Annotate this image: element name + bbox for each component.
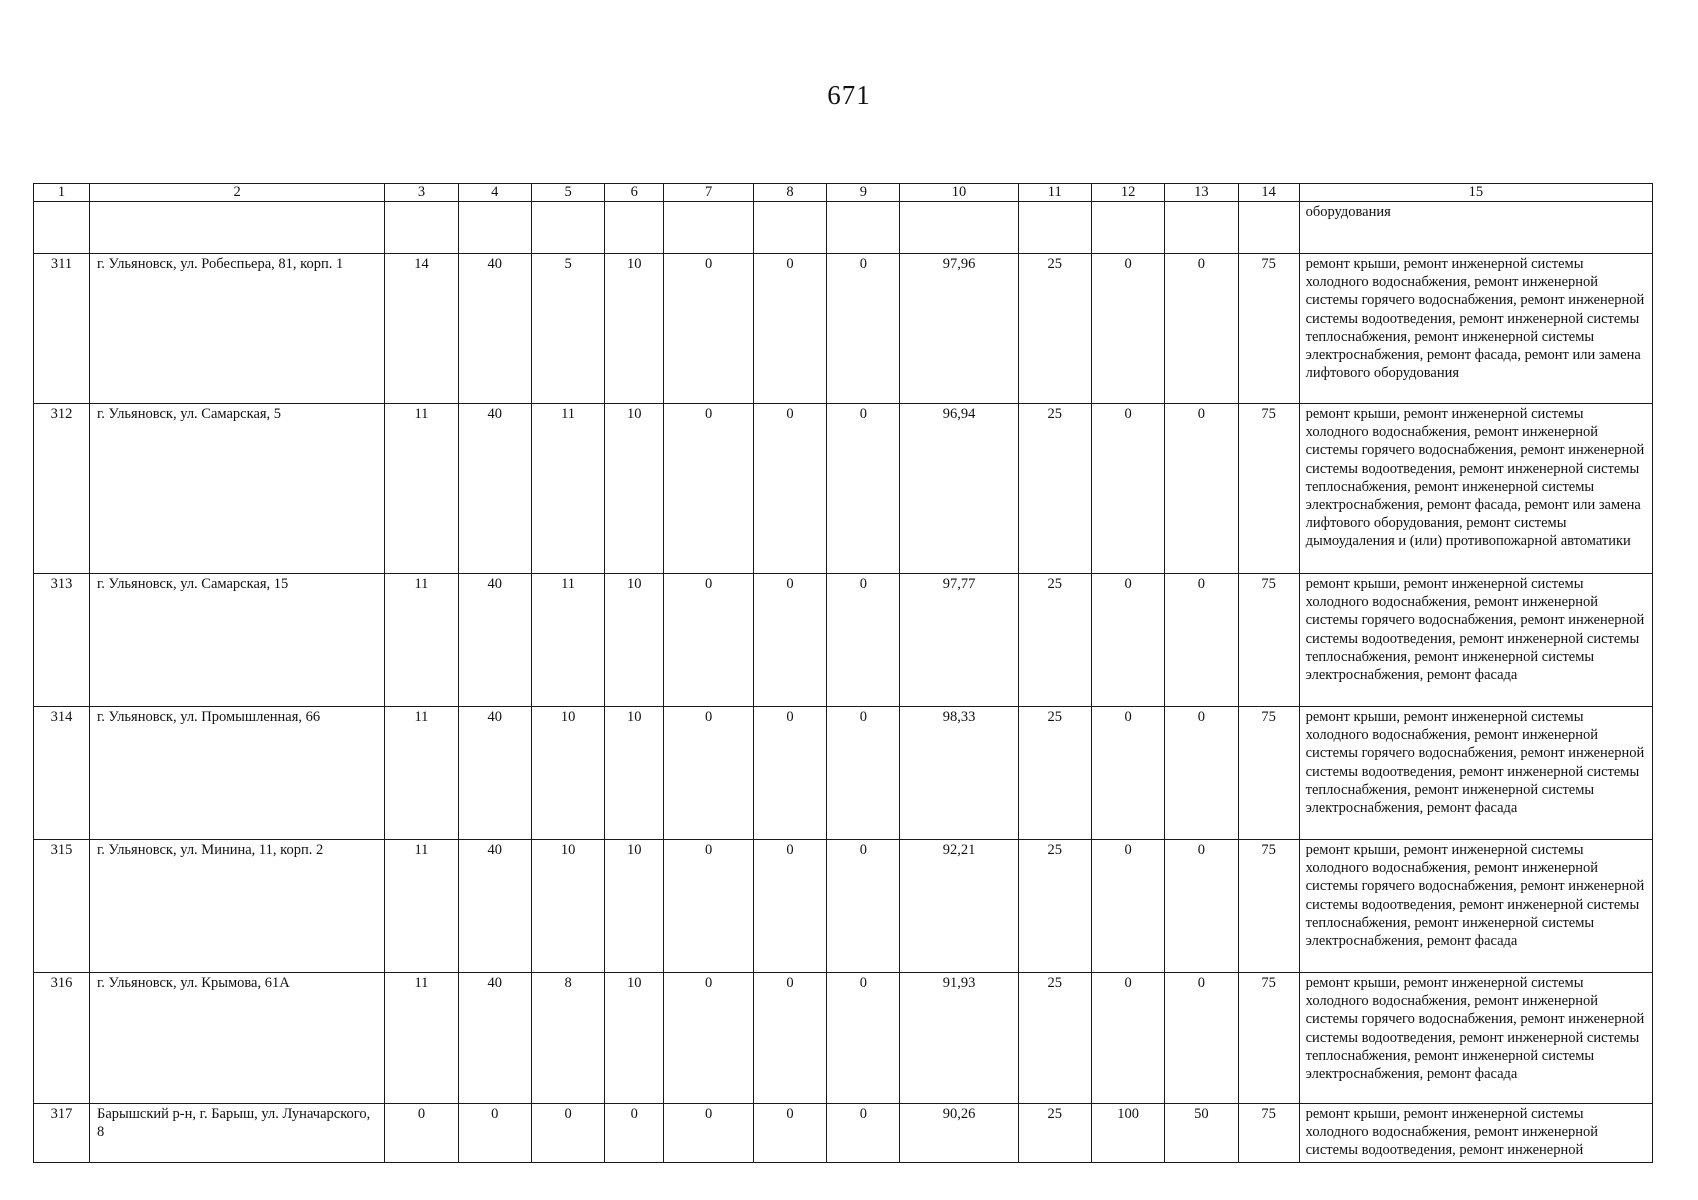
repair-work-cell: ремонт крыши, ремонт инженерной системы холодного водоснабжения, ремонт инженерной системы водоотведения, ремонт инженерной xyxy=(1299,1104,1652,1163)
repair-work-cell: ремонт крыши, ремонт инженерной системы холодного водоснабжения, ремонт инженерной системы горячего водоснабжения, ремонт инженерной системы водоотведения, ремонт инженерной системы теплоснабжения, ремонт инженерной системы электроснабжения, ремонт фасада xyxy=(1299,973,1652,1104)
value-cell: 0 xyxy=(664,404,754,574)
column-header: 6 xyxy=(605,184,664,202)
value-cell: 5 xyxy=(531,254,604,404)
table-cell xyxy=(827,202,900,254)
value-cell: 0 xyxy=(1165,254,1238,404)
value-cell: 0 xyxy=(1165,404,1238,574)
value-cell: 0 xyxy=(385,1104,458,1163)
value-cell: 0 xyxy=(753,840,826,973)
value-cell: 0 xyxy=(664,973,754,1104)
value-cell: 0 xyxy=(1091,254,1164,404)
value-cell: 25 xyxy=(1018,973,1091,1104)
column-header: 15 xyxy=(1299,184,1652,202)
table-cell xyxy=(385,202,458,254)
value-cell: 25 xyxy=(1018,840,1091,973)
value-cell: 75 xyxy=(1238,840,1299,973)
column-number-header-row xyxy=(34,184,1653,202)
value-cell: 40 xyxy=(458,254,531,404)
value-cell: 0 xyxy=(1091,404,1164,574)
value-cell: 11 xyxy=(385,840,458,973)
value-cell: 40 xyxy=(458,840,531,973)
address-cell: г. Ульяновск, ул. Промышленная, 66 xyxy=(90,707,385,840)
table-cell xyxy=(90,202,385,254)
address-cell: г. Ульяновск, ул. Минина, 11, корп. 2 xyxy=(90,840,385,973)
value-cell: 11 xyxy=(385,574,458,707)
table-cell xyxy=(458,202,531,254)
repair-work-cell: ремонт крыши, ремонт инженерной системы холодного водоснабжения, ремонт инженерной системы горячего водоснабжения, ремонт инженерной системы водоотведения, ремонт инженерной системы теплоснабжения, ремонт инженерной системы электроснабжения, ремонт фасада xyxy=(1299,574,1652,707)
address-cell: г. Ульяновск, ул. Самарская, 15 xyxy=(90,574,385,707)
value-cell: 0 xyxy=(1091,574,1164,707)
value-cell: 0 xyxy=(1165,707,1238,840)
value-cell: 75 xyxy=(1238,707,1299,840)
housing-repair-table xyxy=(33,183,1653,1163)
repair-work-cell: оборудования xyxy=(1299,202,1652,254)
table-cell xyxy=(605,202,664,254)
value-cell: 0 xyxy=(753,707,826,840)
value-cell: 11 xyxy=(531,574,604,707)
value-cell: 10 xyxy=(605,254,664,404)
table-row xyxy=(34,254,1653,404)
value-cell: 0 xyxy=(753,254,826,404)
value-cell: 100 xyxy=(1091,1104,1164,1163)
table-row xyxy=(34,574,1653,707)
column-header: 7 xyxy=(664,184,754,202)
column-header: 12 xyxy=(1091,184,1164,202)
value-cell: 25 xyxy=(1018,254,1091,404)
value-cell: 10 xyxy=(531,707,604,840)
value-cell: 75 xyxy=(1238,973,1299,1104)
value-cell: 11 xyxy=(385,707,458,840)
value-cell: 0 xyxy=(1091,840,1164,973)
value-cell: 25 xyxy=(1018,404,1091,574)
address-cell: г. Ульяновск, ул. Крымова, 61А xyxy=(90,973,385,1104)
value-cell: 10 xyxy=(605,973,664,1104)
value-cell: 75 xyxy=(1238,254,1299,404)
column-header: 3 xyxy=(385,184,458,202)
value-cell: 25 xyxy=(1018,574,1091,707)
value-cell: 91,93 xyxy=(900,973,1018,1104)
value-cell: 0 xyxy=(827,707,900,840)
column-header: 4 xyxy=(458,184,531,202)
value-cell: 97,77 xyxy=(900,574,1018,707)
value-cell: 10 xyxy=(605,574,664,707)
value-cell: 14 xyxy=(385,254,458,404)
value-cell: 0 xyxy=(827,840,900,973)
value-cell: 8 xyxy=(531,973,604,1104)
value-cell: 25 xyxy=(1018,707,1091,840)
value-cell: 98,33 xyxy=(900,707,1018,840)
column-header: 10 xyxy=(900,184,1018,202)
value-cell: 0 xyxy=(531,1104,604,1163)
table-row xyxy=(34,840,1653,973)
table-cell xyxy=(1091,202,1164,254)
value-cell: 0 xyxy=(827,404,900,574)
column-header: 13 xyxy=(1165,184,1238,202)
column-header: 2 xyxy=(90,184,385,202)
value-cell: 0 xyxy=(827,574,900,707)
value-cell: 11 xyxy=(385,973,458,1104)
table-row xyxy=(34,707,1653,840)
value-cell: 0 xyxy=(1165,840,1238,973)
value-cell: 0 xyxy=(664,840,754,973)
value-cell: 0 xyxy=(1091,973,1164,1104)
column-header: 1 xyxy=(34,184,90,202)
value-cell: 0 xyxy=(827,1104,900,1163)
address-cell: г. Ульяновск, ул. Робеспьера, 81, корп. 1 xyxy=(90,254,385,404)
value-cell: 0 xyxy=(753,404,826,574)
value-cell: 97,96 xyxy=(900,254,1018,404)
value-cell: 92,21 xyxy=(900,840,1018,973)
address-cell: Барышский р-н, г. Барыш, ул. Луначарского, 8 xyxy=(90,1104,385,1163)
column-header: 8 xyxy=(753,184,826,202)
column-header: 5 xyxy=(531,184,604,202)
row-number-cell: 314 xyxy=(34,707,90,840)
value-cell: 75 xyxy=(1238,404,1299,574)
value-cell: 40 xyxy=(458,574,531,707)
value-cell: 90,26 xyxy=(900,1104,1018,1163)
value-cell: 0 xyxy=(664,574,754,707)
table-cell xyxy=(1018,202,1091,254)
table-cell xyxy=(1238,202,1299,254)
value-cell: 0 xyxy=(605,1104,664,1163)
value-cell: 0 xyxy=(1165,973,1238,1104)
column-header: 11 xyxy=(1018,184,1091,202)
value-cell: 0 xyxy=(1165,574,1238,707)
column-header: 14 xyxy=(1238,184,1299,202)
table-cell xyxy=(531,202,604,254)
value-cell: 11 xyxy=(531,404,604,574)
column-header: 9 xyxy=(827,184,900,202)
value-cell: 40 xyxy=(458,973,531,1104)
value-cell: 10 xyxy=(605,840,664,973)
value-cell: 25 xyxy=(1018,1104,1091,1163)
value-cell: 0 xyxy=(753,1104,826,1163)
row-number-cell: 311 xyxy=(34,254,90,404)
value-cell: 0 xyxy=(1091,707,1164,840)
value-cell: 10 xyxy=(531,840,604,973)
value-cell: 0 xyxy=(753,574,826,707)
value-cell: 0 xyxy=(827,973,900,1104)
table-cell xyxy=(34,202,90,254)
table-row xyxy=(34,973,1653,1104)
table-row xyxy=(34,1104,1653,1163)
value-cell: 75 xyxy=(1238,574,1299,707)
table-row xyxy=(34,404,1653,574)
continuation-row xyxy=(34,202,1653,254)
table-cell xyxy=(753,202,826,254)
table-cell xyxy=(900,202,1018,254)
row-number-cell: 315 xyxy=(34,840,90,973)
table-cell xyxy=(1165,202,1238,254)
address-cell: г. Ульяновск, ул. Самарская, 5 xyxy=(90,404,385,574)
value-cell: 0 xyxy=(664,1104,754,1163)
value-cell: 0 xyxy=(827,254,900,404)
value-cell: 96,94 xyxy=(900,404,1018,574)
row-number-cell: 312 xyxy=(34,404,90,574)
page-number: 671 xyxy=(827,80,871,110)
table-cell xyxy=(664,202,754,254)
value-cell: 0 xyxy=(664,707,754,840)
value-cell: 40 xyxy=(458,404,531,574)
repair-work-cell: ремонт крыши, ремонт инженерной системы холодного водоснабжения, ремонт инженерной системы горячего водоснабжения, ремонт инженерной системы водоотведения, ремонт инженерной системы теплоснабжения, ремонт инженерной системы электроснабжения, ремонт фасада xyxy=(1299,840,1652,973)
value-cell: 0 xyxy=(458,1104,531,1163)
repair-work-cell: ремонт крыши, ремонт инженерной системы холодного водоснабжения, ремонт инженерной системы горячего водоснабжения, ремонт инженерной системы водоотведения, ремонт инженерной системы теплоснабжения, ремонт инженерной системы электроснабжения, ремонт фасада xyxy=(1299,707,1652,840)
row-number-cell: 316 xyxy=(34,973,90,1104)
value-cell: 0 xyxy=(753,973,826,1104)
value-cell: 11 xyxy=(385,404,458,574)
repair-work-cell: ремонт крыши, ремонт инженерной системы холодного водоснабжения, ремонт инженерной системы горячего водоснабжения, ремонт инженерной системы водоотведения, ремонт инженерной системы теплоснабжения, ремонт инженерной системы электроснабжения, ремонт фасада, ремонт или замена лифтового оборудования, ремонт системы дымоудаления и (или) противопожарной автоматики xyxy=(1299,404,1652,574)
row-number-cell: 317 xyxy=(34,1104,90,1163)
value-cell: 10 xyxy=(605,404,664,574)
row-number-cell: 313 xyxy=(34,574,90,707)
value-cell: 50 xyxy=(1165,1104,1238,1163)
value-cell: 0 xyxy=(664,254,754,404)
value-cell: 10 xyxy=(605,707,664,840)
value-cell: 75 xyxy=(1238,1104,1299,1163)
repair-work-cell: ремонт крыши, ремонт инженерной системы холодного водоснабжения, ремонт инженерной системы горячего водоснабжения, ремонт инженерной системы водоотведения, ремонт инженерной системы теплоснабжения, ремонт инженерной системы электроснабжения, ремонт фасада, ремонт или замена лифтового оборудования xyxy=(1299,254,1652,404)
value-cell: 40 xyxy=(458,707,531,840)
